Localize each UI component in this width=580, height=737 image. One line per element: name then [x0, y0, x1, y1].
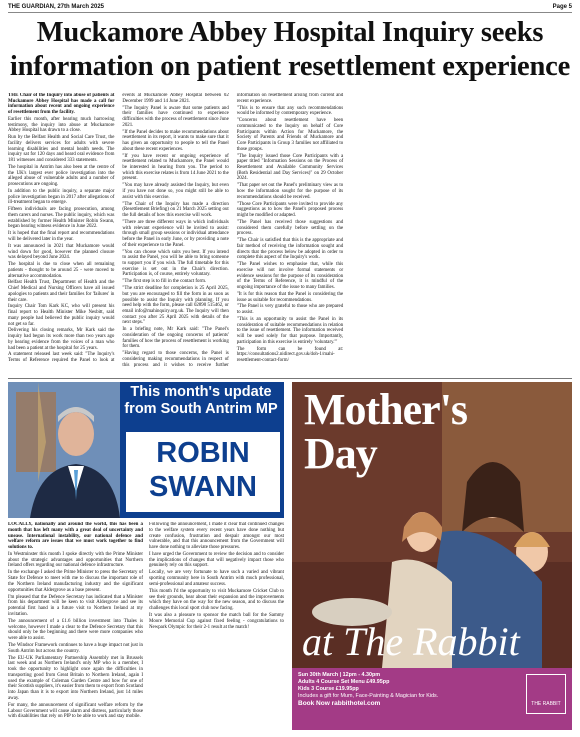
- inquiry-article-columns: [8, 93, 572, 375]
- mp-column-paragraph: The Windsor Framework continues to have a huge impact not just in South Antrim but across the country.: [8, 642, 143, 654]
- inquiry-article-paragraph: "Those Core Participants were invited to provide any suggestions as to how the Panel's proposed process might be modified or adapted.: [236, 201, 344, 218]
- inquiry-article-paragraph: "This is to ensure that any such recommendations would be informed by contemporary experience.: [236, 105, 344, 117]
- inquiry-article-paragraph: "The first step is to fill in the contact form.: [122, 279, 207, 285]
- inquiry-article-paragraph: "The Inquiry Panel is aware that some patients and their families have continued to experience difficulties with the process of resettlement since June 2021.: [122, 105, 229, 128]
- inquiry-article-paragraph: "The Chair is satisfied that this is the appropriate and fair method of receiving the information sought and directs that the process below be adopted in order to complete this aspect of the Inquiry's work.: [236, 238, 344, 261]
- mp-column-paragraph: In the exchange I asked the Prime Minister to press the Secretary of State for Defence to meet with me to discuss the important role of the Northern Ireland manufacturing industry and the significant opportunities that Aldergrove as a base present.: [8, 570, 143, 593]
- section-divider: [8, 378, 572, 379]
- headline: Muckamore Abbey Hospital Inquiry seeks information on patient resettlement experience: [9, 17, 571, 82]
- mp-column-paragraph: I'm pleased that the Defence Secretary has indicated that a Minister from his department will be keen to visit Aldergrove and see its potential first hand in a future visit to Northern Ireland at my invitation.: [8, 594, 143, 617]
- inquiry-article-paragraph: "If the Panel decides to make recommendations about resettlement in its report, it wants to make sure that it has given an opportunity to people to tell the Panel about these recent experiences.: [122, 129, 229, 152]
- inquiry-article-paragraph: "The Panel has received those suggestions and considered them carefully before settling on the process.: [236, 219, 344, 237]
- mp-column-article: [8, 522, 284, 730]
- publication-date: THE GUARDIAN, 27th March 2025: [8, 4, 105, 10]
- advert-kids-price: Kids 3 Course £19.95pp: [298, 686, 359, 692]
- inquiry-article: [8, 93, 572, 375]
- inquiry-article-paragraph: "The Panel is very grateful to those who are prepared to assist.: [236, 304, 344, 316]
- advert-price: Adults 4 Course Set Menu £49.95pp: [298, 679, 390, 685]
- inquiry-article-paragraph: Inquiry Chair Tom Kark KC, who will present his final report to Health Minister Mike Nesbitt, said many people had believed the public inquiry would not get so far.: [8, 304, 115, 327]
- mp-column-paragraph: The announcement of a £1.6 billion investment into Thales is welcome, however I made a clear to the Defence Secretary that this should only be the beginning and there were more companies who were able to assist.: [8, 618, 143, 641]
- rabbit-logo: THE RABBIT: [526, 674, 566, 714]
- mp-name: [126, 432, 280, 512]
- banner-title: This month's update from South Antrim MP: [124, 384, 278, 417]
- inquiry-article-paragraph: "It is for this reason that the Panel is considering the issue as suitable for recommendations.: [236, 291, 344, 303]
- mp-column-columns: [8, 522, 284, 730]
- mp-last-name: SWANN: [149, 471, 257, 503]
- inquiry-article-paragraph: The hospital is due to close when all remaining patients - thought to be around 25 - were moved to alternative accommodation.: [8, 262, 115, 279]
- advert-extras: Includes a gift for Mum, Face-Painting & Magician for Kids.: [298, 693, 439, 699]
- inquiry-article-paragraph: "The Panel wishes to emphasise that, while this exercise will not involve formal statements or evidence sessions for the purpose of its consideration of the Terms of Reference, it is mindful of the ongoing importance of the issue to many families.: [236, 262, 344, 290]
- inquiry-article-paragraph: Belfast Health Trust, Department of Health and the Chief Medical and Nursing Officers have all issued apologies to patients and their families for 'failures' in their care.: [8, 280, 115, 303]
- inquiry-article-paragraph: "Concerns about resettlement have been communicated to the Inquiry on behalf of Core Participants within Action for Muckamore, the Society of Parents and Friends of Muckamore and Core Participants in Group 3 families not affiliated to those groups.: [236, 118, 344, 152]
- inquiry-article-paragraph: A statement released last week said: "The Inquiry's Terms of Reference required the Panel to look at events at Muckamore Abbey Hospital between 02 December 1999 and 14 June 2021.: [8, 93, 229, 364]
- page-header: [8, 3, 572, 13]
- mp-column-paragraph: I have urged the Government to review the decision and to consider the implications of changes that will negatively impact those who genuinely rely on this support.: [149, 551, 284, 569]
- mp-update-banner: [8, 382, 284, 518]
- inquiry-article-paragraph: It is hoped that the final report and recommendations will be delivered later in the year.: [8, 231, 115, 242]
- inquiry-article-paragraph: "Having regard to those concerns, the Panel is considering making recommendations in respect of this process and it wishes to receive further information on resettlement arising from current and recent experience.: [122, 93, 344, 368]
- inquiry-article-paragraph: Fifteen individuals are facing prosecution, among them carers and nurses. The public inquiry, which was established by former Health Minister Robin Swann, began hearing witness evidence in June 2022.: [8, 207, 115, 230]
- advert-title-line1: Mother's: [304, 385, 468, 434]
- mp-column-paragraph: Locally, we are very fortunate to have such a varied and vibrant sporting community here in South Antrim with much professional, semi-professional and amateur success.: [149, 570, 284, 587]
- inquiry-article-paragraph: "The Inquiry issued those Core Participants with a paper titled "Information Sessions on the Process of Resettlement and Available Community Services (Both Residential and Day Services)" on 29 October 2024.: [236, 153, 344, 182]
- mp-first-name: ROBIN: [156, 437, 250, 469]
- inquiry-article-paragraph: "This is an opportunity to assist the Panel in its consideration of suitable recommendations in relation to the issue of resettlement. The information received will be used solely for that purpose. Importantly, participation in this exercise is entirely 'voluntary.'": [236, 317, 344, 345]
- advert-time: Sun 30th March | 12pm - 4.30pm: [298, 672, 381, 678]
- mp-column-paragraph: The EU-UK Parliamentary Partnership Assembly met in Brussels last week and as Northern Ireland's only MP who is a member, I took the opportunity to highlight once again the difficulties in transporting good from Great Britain to Northern Ireland, again I used the example of Coleman Garden Centre and how for one of their Scottish suppliers, it's easier from them to export from Scotland into Japan than it is to export into Northern Ireland, just 14 miles away.: [8, 655, 143, 701]
- mp-column-paragraph: For many, the announcement of significant welfare reform by the Labour Government will cause alarm and distress, particularly those with disabilities that rely on PIP to be able to work and stay mobile.: [8, 702, 143, 720]
- inquiry-article-paragraph: The form can be found at: https://consultations2.nidirect.gov.uk/doh-1/mahi-resettlement-contact-form/: [236, 346, 344, 364]
- inquiry-article-paragraph: "That paper set out the Panel's preliminary view as to how the information sought for the purpose of its recommendations should be received.: [236, 183, 344, 200]
- mp-column-paragraph: Following the announcement, I made it clear that continued changes to the welfare system every recent years have done nothing but create confusion, frustration and despair amongst our most vulnerable, and that this announcement from the Government will have done nothing to alleviate those pressures.: [149, 522, 284, 550]
- inquiry-article-paragraph: The hospital in Antrim has also been at the centre of the UK's largest ever police investigation into the alleged abuse of vulnerable adults and a number of prosecutions are ongoing.: [8, 165, 115, 188]
- mp-column-paragraph: It was also a pleasure to sponsor the match ball for the Sammy Moore Memorial Cup against fixed feeling - congratulations to Newpark Olympic for their 2-1 result at the match!: [149, 613, 284, 630]
- inquiry-article-paragraph: Earlier this month, after hearing much harrowing testimony, the inquiry into abuse at Muckamore Abbey Hospital has drawn to a close.: [8, 117, 115, 134]
- advert-title-line2: Day: [304, 429, 377, 478]
- advert-title: [304, 385, 468, 478]
- inquiry-article-paragraph: In addition to the public inquiry, a separate major police investigation began in 2017 after allegations of ill-treatment began to emerge.: [8, 189, 115, 206]
- inquiry-article-paragraph: Delivering his closing remarks, Mr Kark said the inquiry had begun its work more than two years ago by hearing evidence from the voices of a man who had been a patient at the hospital for 25 years.: [8, 328, 115, 351]
- portrait-image: [8, 382, 120, 518]
- inquiry-article-paragraph: "The Chair of the Inquiry has made a direction (Resettlement Briefing) on 21 March 2025 setting out the full details of how this exercise will work.: [122, 201, 229, 218]
- inquiry-article-paragraph: "The strict deadline for completion is 25 April 2025, but you are encouraged to fill the form in as soon as possible to assist the Inquiry with planning. If you need help with the form, please call 02890 515462, or email info@mahinquiry.org.uk. The Inquiry will then contact you after 25 April 2025 with details of the next steps.": [122, 286, 229, 326]
- inquiry-article-paragraph: Run by the Belfast Health and Social Care Trust, the facility delivers services for adults with severe learning disabilities and mental health needs. The inquiry sat for 120 days and heard oral evidence from 181 witnesses and considered 333 statements.: [8, 135, 115, 164]
- inquiry-article-paragraph: "You can choose which suits you best. If you intend to assist the Panel, you will be able to bring someone to support you if you wish. The full timetable for this exercise is set out in the Chair's direction. Participation is, of course, entirely voluntary.: [122, 249, 229, 278]
- inquiry-article-paragraph: "There are three different ways in which individuals with relevant experience will be invited to assist: through small group sessions or individual attendance before the Panel in early June, or by providing a note of their experience to the Panel.: [122, 219, 229, 248]
- advert-booking: Book Now rabbithotel.com: [298, 700, 381, 707]
- mp-column-paragraph: This month I'd the opportunity to visit Muckamore Cricket Club to see their grounds, hear about their expansion and the improvements which they have on the way for the new season, and to discuss the challenges this local sport club now facing.: [149, 588, 284, 612]
- advert-venue: at The Rabbit: [302, 619, 520, 664]
- mp-column-paragraph: LOCALLY, nationally and around the world, this has been a month that has left many with a great deal of uncertainty and unease. International instability, our national defence and welfare reform are issues that we must work together to find solutions to.: [8, 522, 143, 550]
- mp-column-paragraph: In Westminster this month I spoke directly with the Prime Minister about the strategic advantages and opportunities that Northern Ireland offers regarding our national defence infrastructure.: [8, 551, 143, 569]
- inquiry-article-paragraph: "You may have already assisted the Inquiry, but even if you have not done so, you might still be able to assist with this exercise.: [122, 183, 229, 200]
- mothers-day-advert: [292, 382, 572, 730]
- inquiry-article-paragraph: "If you have recent or ongoing experience of resettlement related to Muckamore, the Panel would be interested in hearing from you. The period to which this exercise relates is from 14 June 2021 to the present.: [122, 153, 229, 182]
- inquiry-article-paragraph: THE Chair of the Inquiry into abuse of patients at Muckamore Abbey Hospital has made a call for information about recent and ongoing experience of resettlement from the facility.: [8, 93, 115, 116]
- inquiry-article-paragraph: It was announced in 2021 that Muckamore would wind down for good, however the planned closure was delayed beyond June 2024.: [8, 243, 115, 261]
- inquiry-article-paragraph: In a briefing note, Mr Kark said: "The Panel's consideration of the ongoing concerns of patients' families of how the process of resettlement is working for them.: [122, 327, 229, 350]
- page-number: Page 5: [552, 4, 572, 10]
